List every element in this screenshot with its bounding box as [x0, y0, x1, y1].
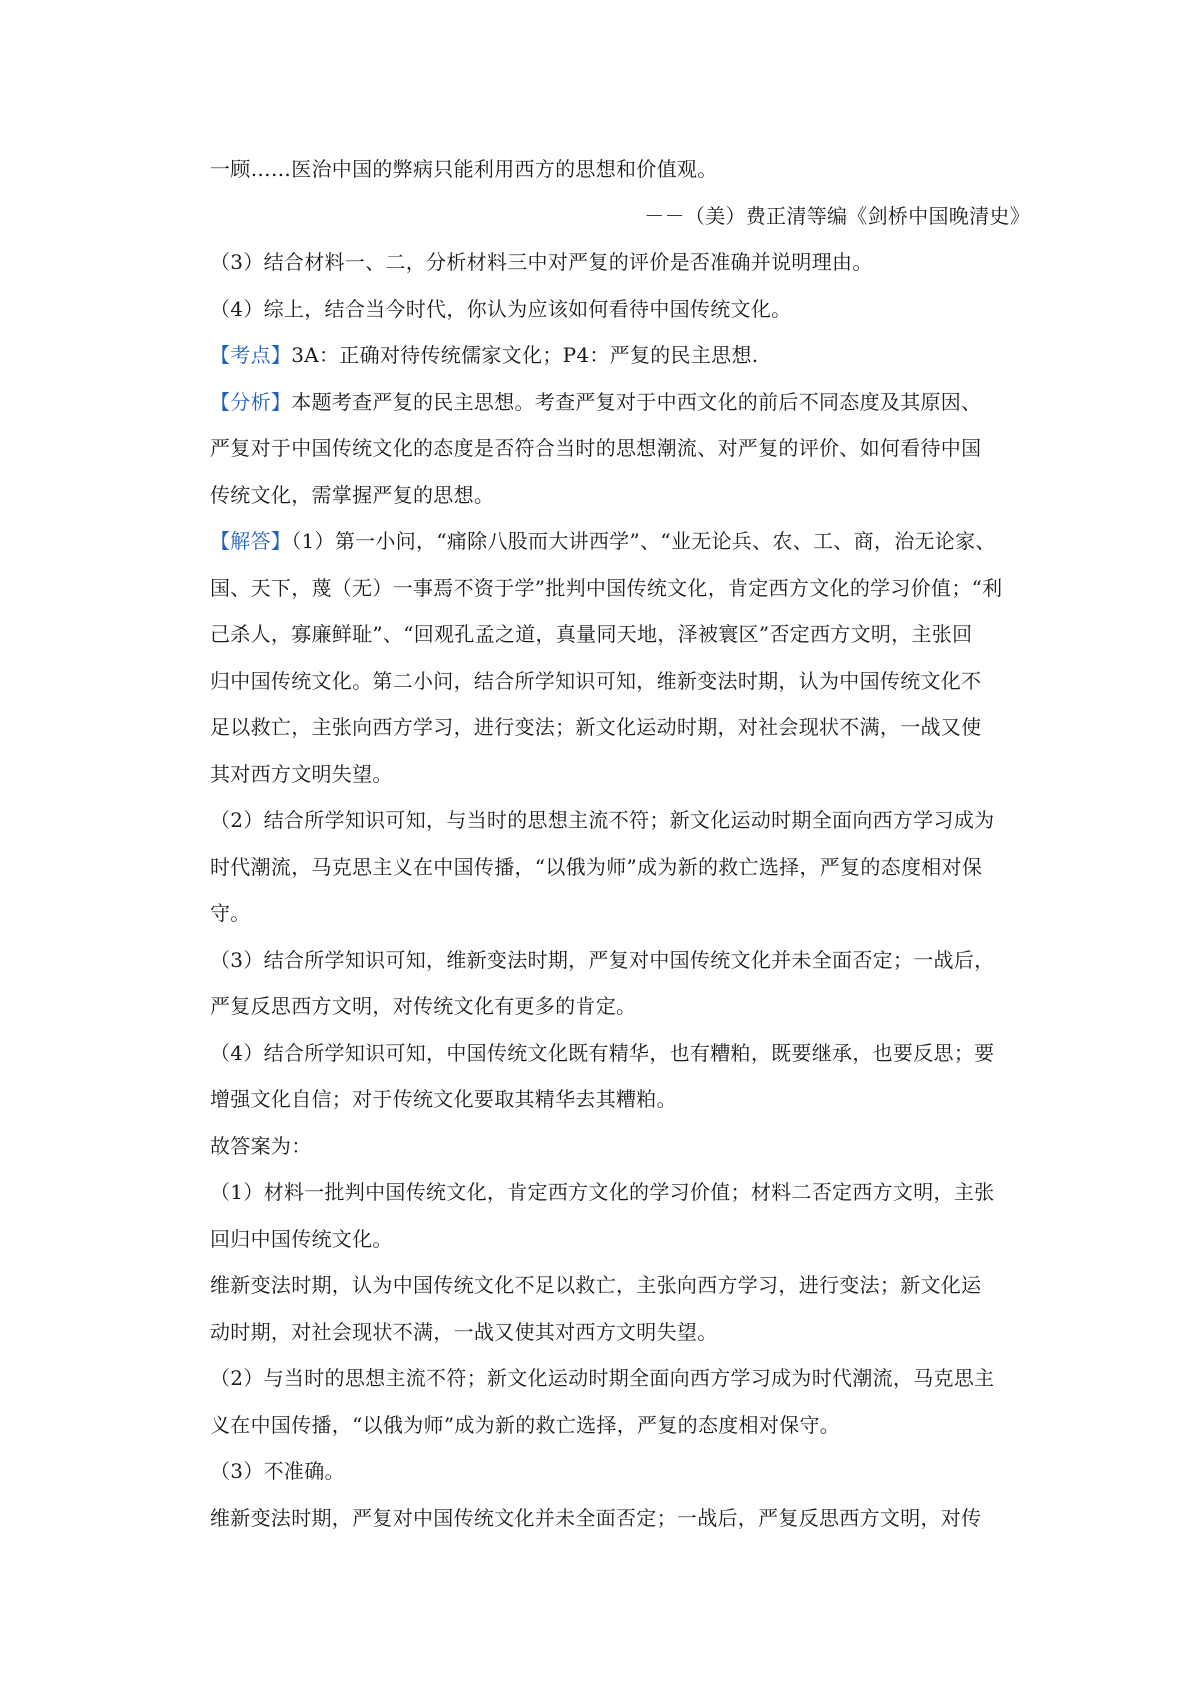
fenxi-text: 传统文化，需掌握严复的思想。 — [210, 482, 495, 507]
fenxi-line — [210, 379, 1030, 426]
answer-4-text: 增强文化自信；对于传统文化要取其精华去其糟粕。 — [210, 1087, 677, 1111]
source-citation: －－（美）费正清等编《剑桥中国晚清史》 — [644, 203, 1030, 228]
answer-4-text: （4）结合所学知识可知，中国传统文化既有精华，也有糟粕，既要继承，也要反思；要 — [210, 1040, 995, 1065]
final-answer-3: （3）不准确。 — [210, 1459, 345, 1483]
fenxi-text: 严复对于中国传统文化的态度是否符合当时的思想潮流、对严复的评价、如何看待中国 — [210, 436, 982, 460]
jieda-text: 足以救亡，主张向西方学习，进行变法；新文化运动时期，对社会现状不满，一战又使 — [210, 715, 982, 739]
final-answer-2: 义在中国传播，“以俄为师”成为新的救亡选择，严复的态度相对保守。 — [210, 1412, 841, 1437]
final-answer-2: （2）与当时的思想主流不符；新文化运动时期全面向西方学习成为时代潮流，马克思主 — [210, 1366, 995, 1390]
kaodian-text: 3A：正确对待传统儒家文化；P4：严复的民主思想. — [291, 343, 759, 367]
final-answer-1: 回归中国传统文化。 — [210, 1226, 393, 1251]
fenxi-tag: 【分析】 — [210, 389, 292, 414]
final-answer-1: 维新变法时期，认为中国传统文化不足以救亡，主张向西方学习，进行变法；新文化运 — [210, 1273, 982, 1297]
answer-2-text: 守。 — [210, 901, 251, 925]
answer-2-text: 时代潮流，马克思主义在中国传播，“以俄为师”成为新的救亡选择，严复的态度相对保 — [210, 854, 983, 879]
jieda-text: 己杀人，寡廉鲜耻”、“回观孔孟之道，真量同天地，泽被寰区”否定西方文明，主张回 — [210, 622, 973, 646]
text-line: 一顾……医治中国的弊病只能利用西方的思想和价值观。 — [210, 157, 718, 181]
answer-3-text: 严复反思西方文明，对传统文化有更多的肯定。 — [210, 994, 637, 1018]
final-answer-3: 维新变法时期，严复对中国传统文化并未全面否定；一战后，严复反思西方文明，对传 — [210, 1505, 982, 1530]
answer-intro: 故答案为： — [210, 1133, 312, 1158]
question-4: （4）综上，结合当今时代，你认为应该如何看待中国传统文化。 — [210, 296, 792, 321]
jieda-text: 国、天下，蔑（无）一事焉不资于学”批判中国传统文化，肯定西方文化的学习价值；“利 — [210, 575, 1003, 600]
final-answer-1: 动时期，对社会现状不满，一战又使其对西方文明失望。 — [210, 1319, 718, 1344]
jieda-tag: 【解答】 — [210, 529, 292, 553]
question-3: （3）结合材料一、二，分析材料三中对严复的评价是否准确并说明理由。 — [210, 250, 873, 274]
jieda-text: 其对西方文明失望。 — [210, 761, 393, 786]
answer-2-text: （2）结合所学知识可知，与当时的思想主流不符；新文化运动时期全面向西方学习成为 — [210, 808, 995, 832]
kaodian-tag: 【考点】 — [210, 343, 292, 367]
answer-3-text: （3）结合所学知识可知，维新变法时期，严复对中国传统文化并未全面否定；一战后， — [210, 947, 995, 972]
fenxi-text: 本题考查严复的民主思想。考查严复对于中西文化的前后不同态度及其原因、 — [291, 389, 982, 414]
jieda-line — [210, 518, 1030, 565]
final-answer-1: （1）材料一批判中国传统文化，肯定西方文化的学习价值；材料二否定西方文明，主张 — [210, 1180, 995, 1204]
jieda-text: 归中国传统文化。第二小问，结合所学知识可知，维新变法时期，认为中国传统文化不 — [210, 668, 982, 693]
document-page — [210, 146, 1030, 1541]
kaodian-line — [210, 332, 1030, 379]
jieda-text: （1）第一小问，“痛除八股而大讲西学”、“业无论兵、农、工、商，治无论家、 — [291, 529, 996, 553]
